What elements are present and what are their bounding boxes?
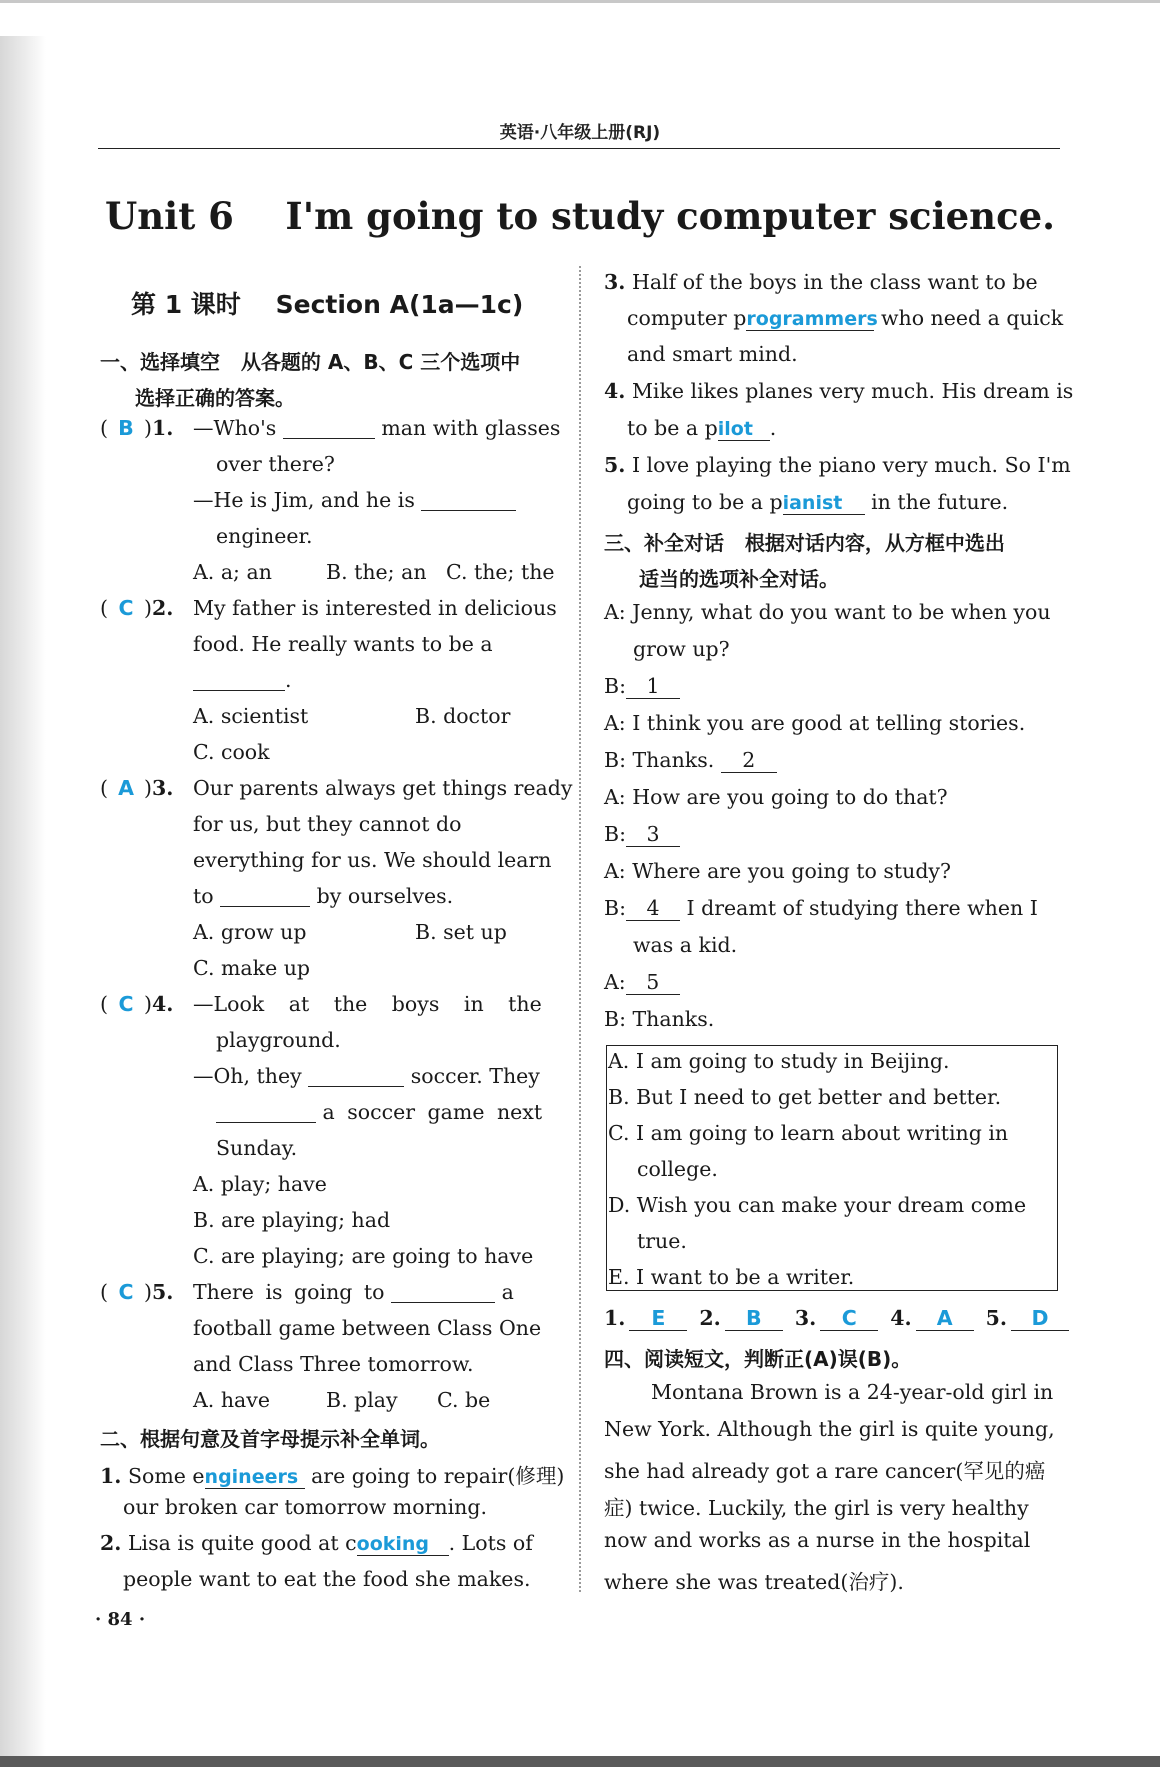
dialog-line-7: A: Where are you going to study? (604, 859, 952, 883)
passage-line-5: now and works as a nurse in the hospital (604, 1528, 1031, 1552)
question-number: 4. (152, 992, 174, 1016)
unit-title: Unit 6 I'm going to study computer science. (104, 194, 1056, 238)
question-number: 1. (152, 416, 174, 440)
p2-q1-pre: Some e (127, 1464, 205, 1488)
dialog-text: I dreamt of studying there when I (686, 896, 1038, 920)
question-number: 3. (604, 270, 626, 294)
part1-title-cont: 选择正确的答案。 (135, 386, 295, 410)
p2-q2-post: . Lots of (448, 1531, 533, 1555)
blank-number: 5 (646, 970, 660, 994)
answer-2: C (118, 596, 134, 620)
q4-option-c: C. are playing; are going to have (193, 1244, 534, 1268)
running-header: 英语·八年级上册(RJ) (499, 123, 661, 143)
answer-number: 1. (604, 1306, 626, 1330)
q4-option-b: B. are playing; had (193, 1208, 391, 1232)
passage-line-6: where she was treated(治疗). (604, 1570, 904, 1594)
word-answer-blank (357, 1531, 449, 1556)
dialog-line-10: B: Thanks. (604, 1007, 715, 1031)
p2-q3-line1 (604, 270, 1038, 294)
p2-q3-line2 (627, 306, 1063, 331)
question-number: 4. (604, 379, 626, 403)
p2-q4-line2 (627, 416, 776, 441)
p2-q3-pre: computer p (627, 306, 747, 330)
dialog-answer-3: C (841, 1306, 857, 1330)
q5-line3: and Class Three tomorrow. (193, 1352, 474, 1376)
q3-option-c: C. make up (193, 956, 311, 980)
part2-title: 二、根据句意及首字母提示补全单词。 (100, 1427, 440, 1451)
passage-line-4: 症) twice. Luckily, the girl is very healthy (604, 1496, 1029, 1520)
answer-3: A (118, 776, 134, 800)
answer-blank (421, 488, 516, 511)
answer-number: 4. (890, 1306, 912, 1330)
page-fold-shadow (0, 36, 46, 1756)
lesson-title: 第 1 课时 Section A(1a—1c) (131, 290, 524, 319)
p2-q4-text: Mike likes planes very much. His dream is (631, 379, 1074, 403)
answer-number: 2. (699, 1306, 721, 1330)
answer-5: C (118, 1280, 134, 1304)
question-number: 5. (152, 1280, 174, 1304)
q4-text-b: soccer. They (410, 1064, 540, 1088)
p2-q2-line1 (100, 1531, 533, 1556)
dialog-answer-2: B (745, 1306, 762, 1330)
word-answer-blank (746, 306, 878, 331)
q2-option-a: A. scientist (193, 704, 309, 728)
dialog-line-1-cont: grow up? (633, 637, 730, 661)
q2-line1: My father is interested in delicious (193, 596, 557, 620)
p2-q5-text: I love playing the piano very much. So I'm (631, 453, 1071, 477)
q2-line3 (193, 668, 292, 692)
dialog-line-8-cont: was a kid. (633, 933, 738, 957)
q3-text-a: to (193, 884, 214, 908)
passage-line-3: she had already got a rare cancer(罕见的癌 (604, 1459, 1046, 1483)
question-5-marker: ( C )5. (100, 1280, 174, 1304)
q4-option-a: A. play; have (193, 1172, 327, 1196)
option-d-cont: true. (637, 1229, 687, 1253)
question-1-line1 (193, 416, 560, 440)
p2-q2-line2: people want to eat the food she makes. (123, 1567, 531, 1591)
p2-answer-5: ianist (782, 492, 843, 514)
q2-text-c: . (285, 668, 292, 692)
q4-line4 (216, 1100, 542, 1124)
dialog-blank (626, 674, 680, 699)
q3-option-a: A. grow up (193, 920, 307, 944)
speaker-text: B: Thanks. (604, 748, 715, 772)
q3-line2: for us, but they cannot do (193, 812, 462, 836)
dialog-line-4 (604, 748, 777, 773)
passage-line-1: Montana Brown is a 24-year-old girl in (651, 1380, 1054, 1404)
answer-blank (308, 1064, 404, 1087)
answer-blank (193, 668, 285, 691)
q3-line4 (193, 884, 453, 908)
p2-q2-pre: Lisa is quite good at c (127, 1531, 357, 1555)
q2-line2: food. He really wants to be a (193, 632, 493, 656)
q1-line4: engineer. (216, 524, 313, 548)
p2-q5-line1 (604, 453, 1071, 477)
p2-q3-post: who need a quick (880, 306, 1064, 330)
dialog-answer-4: A (936, 1306, 953, 1330)
part1-title: 一、选择填空 从各题的 A、B、C 三个选项中 (100, 350, 521, 374)
q4-line3 (193, 1064, 540, 1088)
p2-q3-text: Half of the boys in the class want to be (631, 270, 1038, 294)
p2-answer-4: ilot (717, 418, 753, 440)
question-1-marker: ( B )1. (100, 416, 174, 440)
word-answer-blank (783, 490, 865, 515)
p2-q5-line2 (627, 490, 1008, 515)
q2-option-b: B. doctor (415, 704, 511, 728)
column-divider (579, 266, 581, 1592)
p2-answer-3: rogrammers (746, 308, 878, 330)
question-number: 2. (152, 596, 174, 620)
top-edge (0, 0, 1160, 3)
word-answer-blank (205, 1464, 305, 1489)
answer-slot (725, 1306, 783, 1331)
q1-option-c: C. the; the (446, 560, 555, 584)
q1-option-b: B. the; an (326, 560, 427, 584)
question-2-marker: ( C )2. (100, 596, 174, 620)
dialog-line-5: A: How are you going to do that? (604, 785, 948, 809)
q1-line2: over there? (216, 452, 335, 476)
answer-blank (220, 884, 310, 907)
dialog-blank (626, 970, 680, 995)
speaker: B: (604, 896, 626, 920)
p2-q5-pre: going to be a p (627, 490, 783, 514)
part3-title-cont: 适当的选项补全对话。 (639, 567, 839, 591)
q1-option-a: A. a; an (193, 560, 272, 584)
p2-answer-1: ngineers (204, 1466, 299, 1488)
q1-text-c: —He is Jim, and he is (193, 488, 415, 512)
p2-q4-post: . (769, 416, 777, 440)
q1-text-a: —Who's (193, 416, 277, 440)
q3-text-b: by ourselves. (316, 884, 454, 908)
answer-1: B (118, 416, 134, 440)
header-rule (98, 148, 1060, 149)
q4-line1: —Look at the boys in the (193, 992, 542, 1016)
word-answer-blank (718, 416, 770, 441)
answer-slot (916, 1306, 974, 1331)
option-d: D. Wish you can make your dream come (608, 1193, 1027, 1217)
q5-line1 (193, 1280, 514, 1304)
speaker: B: (604, 674, 626, 698)
p2-q1-post: are going to repair(修理) (311, 1464, 565, 1488)
question-4-marker: ( C )4. (100, 992, 174, 1016)
p2-q1-line1 (100, 1459, 564, 1489)
question-3-marker: ( A )3. (100, 776, 174, 800)
option-c-cont: college. (637, 1157, 718, 1181)
blank-number: 4 (646, 896, 660, 920)
bottom-edge (0, 1756, 1160, 1767)
p2-q4-line1 (604, 379, 1073, 403)
dialog-answer-5: D (1031, 1306, 1049, 1330)
q3-option-b: B. set up (415, 920, 507, 944)
p2-q5-post: in the future. (871, 490, 1009, 514)
q5-option-c: C. be (437, 1388, 491, 1412)
part3-answers (604, 1306, 1069, 1331)
q5-text-b: a (501, 1280, 514, 1304)
q5-option-a: A. have (193, 1388, 270, 1412)
p2-q4-pre: to be a p (627, 416, 718, 440)
blank-number: 2 (742, 748, 756, 772)
option-e: E. I want to be a writer. (608, 1265, 855, 1289)
dialog-blank (721, 748, 777, 773)
q4-line2: playground. (216, 1028, 341, 1052)
q4-text-c: a soccer game next (322, 1100, 543, 1124)
question-number: 3. (152, 776, 174, 800)
answer-4: C (118, 992, 134, 1016)
answer-number: 5. (985, 1306, 1008, 1330)
answer-number: 3. (794, 1306, 817, 1330)
question-number: 5. (604, 453, 626, 477)
passage-line-2: New York. Although the girl is quite young, (604, 1417, 1055, 1441)
dialog-line-2 (604, 674, 680, 699)
answer-blank (283, 416, 375, 439)
q1-text-b: man with glasses (381, 416, 561, 440)
question-number: 2. (100, 1531, 122, 1555)
speaker: B: (604, 822, 626, 846)
question-1-line3 (193, 488, 516, 512)
dialog-line-3: A: I think you are good at telling stories. (604, 711, 1026, 735)
blank-number: 1 (646, 674, 660, 698)
option-c: C. I am going to learn about writing in (608, 1121, 1009, 1145)
p2-q3-line3: and smart mind. (627, 342, 798, 366)
dialog-line-6 (604, 822, 680, 847)
q4-line5: Sunday. (216, 1136, 298, 1160)
part3-title: 三、补全对话 根据对话内容，从方框中选出 (604, 531, 1005, 555)
q5-text-a: There is going to (193, 1280, 385, 1304)
dialog-blank (626, 822, 680, 847)
blank-number: 3 (646, 822, 660, 846)
p2-q1-line2: our broken car tomorrow morning. (123, 1495, 487, 1519)
answer-slot (629, 1306, 687, 1331)
dialog-line-9 (604, 970, 680, 995)
answer-slot (820, 1306, 878, 1331)
option-a: A. I am going to study in Beijing. (608, 1049, 950, 1073)
dialog-blank (626, 896, 680, 921)
q5-line2: football game between Class One (193, 1316, 542, 1340)
answer-blank (216, 1100, 316, 1123)
speaker: A: (604, 970, 626, 994)
dialog-line-8 (604, 896, 1038, 921)
dialog-line-1: A: Jenny, what do you want to be when you (604, 600, 1051, 624)
page-number: · 84 · (95, 1609, 146, 1630)
answer-blank (391, 1280, 495, 1303)
option-b: B. But I need to get better and better. (608, 1085, 1002, 1109)
q3-line3: everything for us. We should learn (193, 848, 552, 872)
question-number: 1. (100, 1464, 122, 1488)
answer-slot (1011, 1306, 1069, 1331)
dialog-answer-1: E (651, 1306, 666, 1330)
part4-title: 四、阅读短文，判断正(A)误(B)。 (604, 1347, 912, 1371)
q4-text-a: —Oh, they (193, 1064, 302, 1088)
q3-line1: Our parents always get things ready (193, 776, 573, 800)
q2-option-c: C. cook (193, 740, 270, 764)
p2-answer-2: ooking (356, 1533, 430, 1555)
q5-option-b: B. play (326, 1388, 398, 1412)
